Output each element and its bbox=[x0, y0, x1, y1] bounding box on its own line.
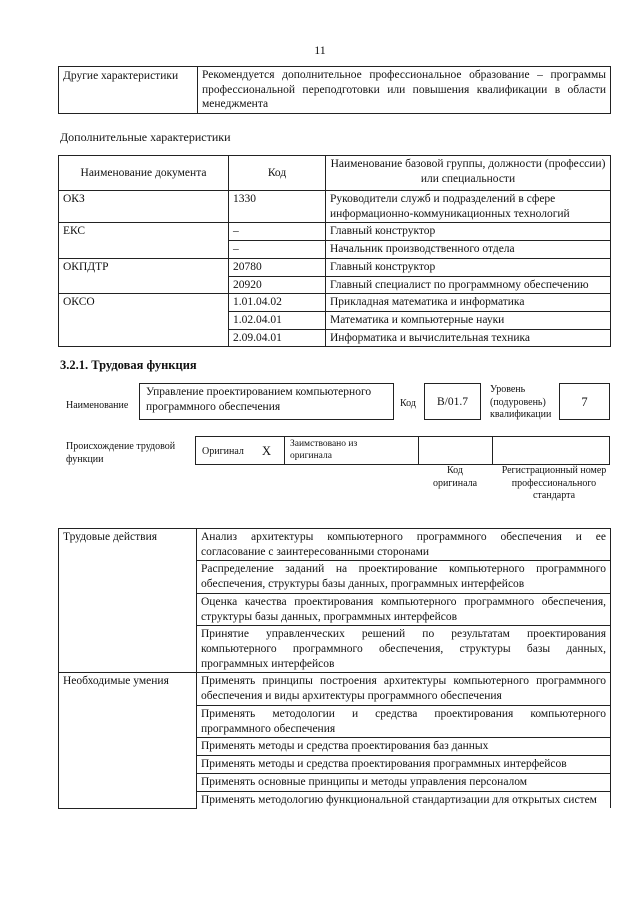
labour-action-item: Оценка качества проектирования компьютерного программного обеспечения, структуры базы данных, программных интерфейсов bbox=[197, 593, 611, 625]
doc-name-cell: ОКЗ bbox=[59, 191, 229, 223]
function-name-box bbox=[139, 383, 394, 420]
group-name-cell: Главный конструктор bbox=[326, 258, 611, 276]
other-characteristics-value: Рекомендуется дополнительное профессиональное образование – программы профессиональной переподготовки или повышения квалификации в области менеджмента bbox=[198, 67, 611, 114]
origin-divider bbox=[284, 437, 285, 464]
other-characteristics-table bbox=[58, 66, 611, 114]
original-mark: X bbox=[262, 444, 272, 458]
group-name-cell: Математика и компьютерные науки bbox=[326, 312, 611, 330]
section-title: 3.2.1. Трудовая функция bbox=[60, 358, 197, 372]
table-row bbox=[59, 673, 611, 705]
skill-item: Применять методологию функциональной стандартизации для открытых систем bbox=[197, 791, 611, 808]
code-cell: 1.02.04.01 bbox=[229, 312, 326, 330]
labour-actions-label: Трудовые действия bbox=[59, 529, 197, 673]
code-cell: 1330 bbox=[229, 191, 326, 223]
code-cell: 20780 bbox=[229, 258, 326, 276]
function-code-box bbox=[424, 383, 481, 420]
function-name-value: Управление проектированием компьютерного программного обеспечения bbox=[146, 386, 372, 413]
qualification-level-box bbox=[559, 383, 610, 420]
header-doc-name: Наименование документа bbox=[59, 156, 229, 191]
skill-item: Применять основные принципы и методы управления персоналом bbox=[197, 773, 611, 791]
group-name-cell: Главный специалист по программному обеспечению bbox=[326, 276, 611, 294]
function-code-value: B/01.7 bbox=[437, 396, 468, 408]
additional-characteristics-title: Дополнительные характеристики bbox=[60, 130, 231, 144]
group-name-cell: Главный конструктор bbox=[326, 223, 611, 241]
registration-number-caption: Регистрационный номер профессионального стандарта bbox=[501, 465, 607, 501]
table-row bbox=[59, 223, 611, 241]
group-name-cell: Прикладная математика и информатика bbox=[326, 294, 611, 312]
code-cell: 1.01.04.02 bbox=[229, 294, 326, 312]
code-cell: – bbox=[229, 241, 326, 259]
original-label: Оригинал bbox=[202, 446, 244, 457]
header-code: Код bbox=[229, 156, 326, 191]
required-skills-label: Необходимые умения bbox=[59, 673, 197, 808]
skill-item: Применять методы и средства проектирования баз данных bbox=[197, 738, 611, 756]
page-number: 11 bbox=[314, 43, 326, 57]
function-content-table bbox=[58, 528, 611, 809]
labour-action-item: Распределение заданий на проектирование компьютерного программного обеспечения, структуры базы данных, программных интерфейсов bbox=[197, 561, 611, 593]
qualification-level-label: Уровень (подуровень) квалификации bbox=[490, 384, 552, 420]
borrowed-label: Заимствовано из оригинала bbox=[290, 439, 358, 461]
table-row bbox=[59, 191, 611, 223]
origin-label: Происхождение трудовой функции bbox=[66, 441, 176, 465]
code-of-original-caption: Код оригинала bbox=[432, 465, 478, 489]
function-code-label: Код bbox=[400, 398, 416, 409]
doc-name-cell: ОКПДТР bbox=[59, 258, 229, 293]
origin-row bbox=[195, 436, 610, 465]
additional-characteristics-table bbox=[58, 155, 611, 347]
group-name-cell: Руководители служб и подразделений в сфере информационно-коммуникационных технологий bbox=[326, 191, 611, 223]
code-cell: 20920 bbox=[229, 276, 326, 294]
table-row bbox=[59, 294, 611, 312]
table-row bbox=[59, 529, 611, 561]
table-row bbox=[59, 258, 611, 276]
skill-item: Применять принципы построения архитектуры компьютерного программного обеспечения и виды архитектуры программного обеспечения bbox=[197, 673, 611, 705]
qualification-level-value: 7 bbox=[581, 395, 588, 409]
group-name-cell: Начальник производственного отдела bbox=[326, 241, 611, 259]
skill-item: Применять методы и средства проектирования программных интерфейсов bbox=[197, 756, 611, 774]
doc-name-cell: ЕКС bbox=[59, 223, 229, 258]
table-header-row bbox=[59, 156, 611, 191]
code-cell: 2.09.04.01 bbox=[229, 329, 326, 347]
other-characteristics-label: Другие характеристики bbox=[59, 67, 198, 114]
code-cell: – bbox=[229, 223, 326, 241]
labour-action-item: Анализ архитектуры компьютерного программного обеспечения и ее согласование с заинтересованными сторонами bbox=[197, 529, 611, 561]
labour-action-item: Принятие управленческих решений по результатам проектирования компьютерного программного обеспечения, структуры базы данных, программных интерфейсов bbox=[197, 626, 611, 673]
header-group-name: Наименование базовой группы, должности (профессии) или специальности bbox=[326, 156, 611, 191]
group-name-cell: Информатика и вычислительная техника bbox=[326, 329, 611, 347]
table-row bbox=[59, 67, 611, 114]
origin-divider bbox=[418, 437, 419, 464]
skill-item: Применять методологии и средства проектирования компьютерного программного обеспечения bbox=[197, 705, 611, 737]
origin-divider bbox=[492, 437, 493, 464]
function-name-label: Наименование bbox=[66, 400, 129, 411]
doc-name-cell: ОКСО bbox=[59, 294, 229, 347]
